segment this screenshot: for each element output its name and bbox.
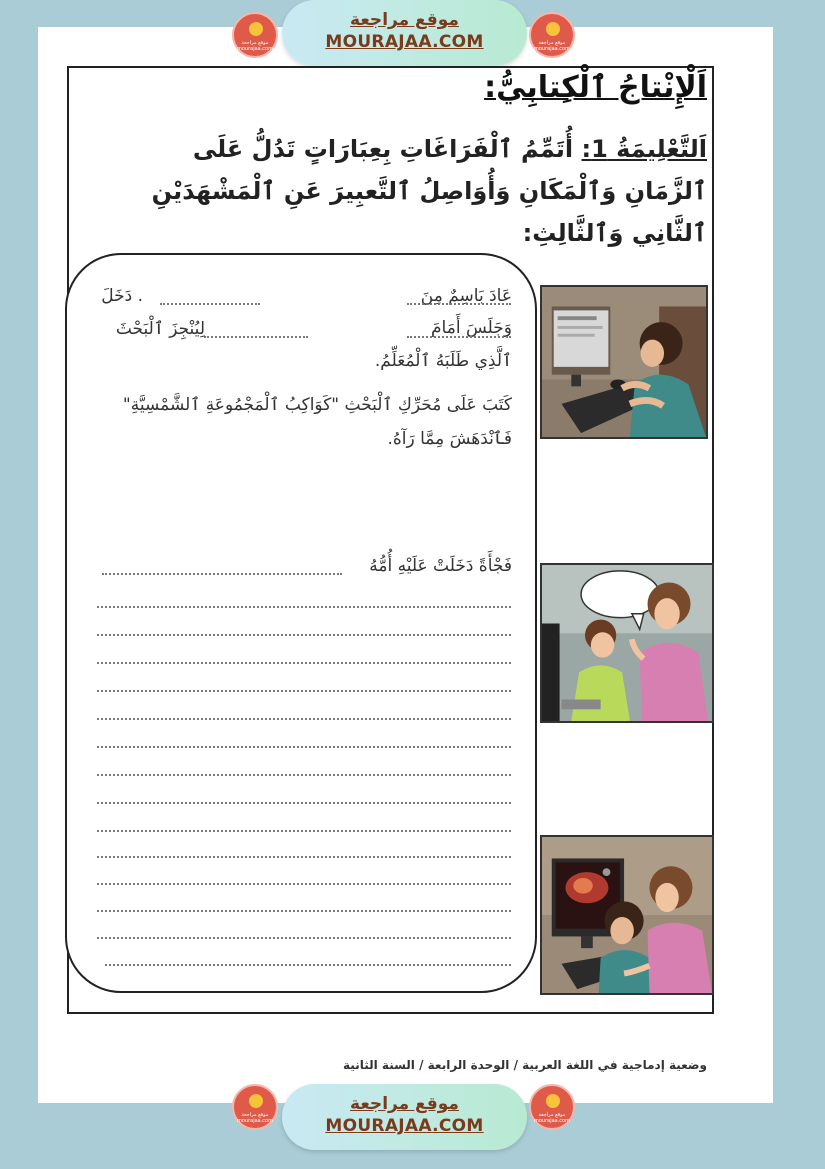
footer-note: وضعية إدماجية في اللغة العربية / الوحدة الرابعة / السنة الثانية — [343, 1058, 707, 1072]
blank-1-place[interactable] — [160, 303, 260, 305]
sentence-6: فَجْأَةً دَخَلَتْ عَلَيْهِ أُمُّهُ — [369, 556, 512, 576]
banner-arabic-text: موقع مراجعة — [350, 1094, 459, 1114]
writing-line[interactable] — [97, 883, 511, 885]
writing-line[interactable] — [97, 830, 511, 832]
site-logo-left: موقع مراجعة mourajaa.com — [232, 12, 278, 58]
scene-1-illustration — [540, 285, 708, 439]
writing-line[interactable] — [97, 910, 511, 912]
blank-1-time[interactable] — [407, 303, 511, 305]
sentence-1-part-b: . دَخَلَ — [101, 286, 143, 306]
writing-line[interactable] — [97, 634, 511, 636]
blank-continue-start[interactable] — [102, 573, 342, 575]
writing-line[interactable] — [97, 746, 511, 748]
writing-line[interactable] — [97, 802, 511, 804]
sentence-2-part-a: وَجَلَسَ أَمَامَ — [431, 318, 512, 338]
footer-site-banner[interactable] — [282, 1084, 527, 1150]
scene-2-illustration — [540, 563, 714, 723]
writing-line[interactable] — [97, 774, 511, 776]
sentence-5: فَٱنْدَهَشَ مِمَّا رَآهُ. — [387, 429, 512, 449]
scene-3-illustration — [540, 835, 714, 995]
writing-line[interactable] — [97, 937, 511, 939]
instruction-label: اَلتَّعْلِيمَةُ 1: — [581, 135, 707, 163]
writing-line[interactable] — [105, 964, 511, 966]
sentence-3: ٱلَّذِي طَلَبَهُ ٱلْمُعَلِّمُ. — [374, 351, 512, 371]
banner-site-link[interactable]: MOURAJAA.COM — [325, 1116, 484, 1136]
sentence-2-part-b: لِيُنْجِزَ ٱلْبَحْثَ — [115, 319, 205, 339]
blank-2-place[interactable] — [407, 336, 511, 338]
banner-site-link[interactable]: MOURAJAA.COM — [325, 32, 484, 52]
sentence-4: كَتَبَ عَلَى مُحَرِّكِ ٱلْبَحْثِ "كَوَاكِبُ ٱلْمَجْمُوعَةِ ٱلشَّمْسِيَّةِ" — [122, 395, 512, 415]
writing-line[interactable] — [97, 718, 511, 720]
page-title: اَلْإِنْتاجُ ٱلْكِتابِيُّ: — [484, 70, 707, 105]
site-logo-right-bottom: موقع مراجعة mourajaa.com — [529, 1084, 575, 1130]
instruction-text — [127, 128, 707, 254]
writing-line[interactable] — [97, 606, 511, 608]
writing-line[interactable] — [97, 662, 511, 664]
banner-arabic-text: موقع مراجعة — [350, 10, 459, 30]
blank-2-object[interactable] — [204, 336, 308, 338]
site-logo-left-bottom: موقع مراجعة mourajaa.com — [232, 1084, 278, 1130]
writing-line[interactable] — [97, 856, 511, 858]
sentence-1-part-a: عَادَ بَاسِمٌ مِنَ — [420, 286, 512, 306]
instruction-body: أُتَمِّمُ ٱلْفَرَاغَاتِ بِعِبَارَاتٍ تَدُلُّ عَلَى ٱلزَّمَانِ وَٱلْمَكَانِ وَأُوَاصِلُ ٱلتَّعبِيرَ عَنِ ٱلْمَشْهَدَيْنِ ٱلثَّانِي وَٱلثَّالِثِ: — [151, 135, 707, 247]
writing-line[interactable] — [97, 690, 511, 692]
header-site-banner[interactable] — [282, 0, 527, 66]
site-logo-right: موقع مراجعة mourajaa.com — [529, 12, 575, 58]
